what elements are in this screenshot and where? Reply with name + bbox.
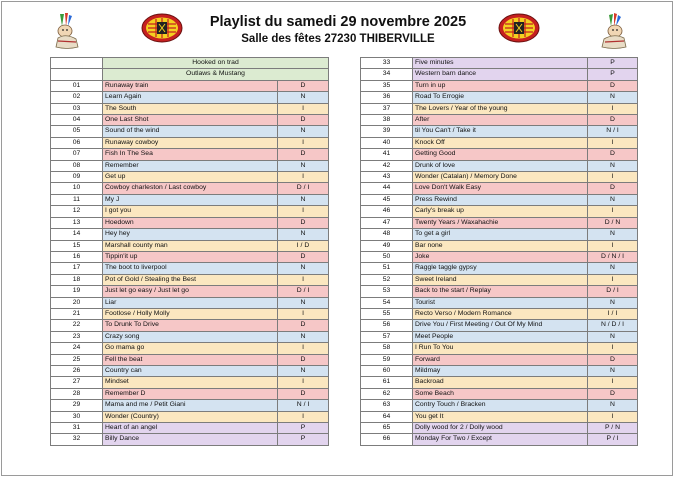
track-level: D [588, 80, 638, 91]
table-row [51, 354, 329, 365]
track-title: Raggle taggle gypsy [413, 263, 588, 274]
table-row [51, 251, 329, 262]
table-row [361, 240, 638, 251]
track-title: Road To Errogie [413, 92, 588, 103]
track-title: Marshall county man [103, 240, 278, 251]
track-number: 66 [361, 434, 413, 445]
track-number: 07 [51, 149, 103, 160]
track-level: I [588, 274, 638, 285]
track-number: 33 [361, 58, 413, 69]
track-number: 10 [51, 183, 103, 194]
track-title: Back to the start / Replay [413, 286, 588, 297]
section-header: Hooked on trad [103, 58, 329, 69]
track-title: The South [103, 103, 278, 114]
track-title: Fish In The Sea [103, 149, 278, 160]
track-number: 40 [361, 137, 413, 148]
table-row [51, 194, 329, 205]
track-title: Tippin'it up [103, 251, 278, 262]
track-level: D [278, 80, 329, 91]
track-number: 26 [51, 365, 103, 376]
track-number: 18 [51, 274, 103, 285]
track-level: N [588, 229, 638, 240]
track-title: Tourist [413, 297, 588, 308]
track-number: 35 [361, 80, 413, 91]
track-level: N [588, 263, 638, 274]
track-title: Runaway cowboy [103, 137, 278, 148]
track-number: 52 [361, 274, 413, 285]
track-level: D / I [588, 286, 638, 297]
track-level: D [278, 115, 329, 126]
track-level: I [278, 172, 329, 183]
track-title: Remember D [103, 388, 278, 399]
track-title: Drunk of love [413, 160, 588, 171]
track-number: 34 [361, 69, 413, 80]
track-title: Monday For Two / Except [413, 434, 588, 445]
track-level: N [588, 194, 638, 205]
table-row [51, 365, 329, 376]
table-header-row [51, 58, 329, 69]
track-number: 50 [361, 251, 413, 262]
track-title: Drive You / First Meeting / Out Of My Mind [413, 320, 588, 331]
playlist-table-right [360, 57, 638, 446]
track-title: I got you [103, 206, 278, 217]
table-row [51, 126, 329, 137]
track-level: N [588, 160, 638, 171]
track-title: Just let go easy / Just let go [103, 286, 278, 297]
track-level: D [588, 183, 638, 194]
table-row [51, 377, 329, 388]
track-number: 44 [361, 183, 413, 194]
track-level: I [278, 103, 329, 114]
track-title: Runaway train [103, 80, 278, 91]
section-header: Outlaws & Mustang [103, 69, 329, 80]
table-row [361, 126, 638, 137]
table-row [51, 183, 329, 194]
track-level: I / D [278, 240, 329, 251]
track-number: 42 [361, 160, 413, 171]
blank-cell [51, 58, 103, 69]
table-row [361, 423, 638, 434]
track-number: 20 [51, 297, 103, 308]
table-row [51, 103, 329, 114]
track-title: Press Rewind [413, 194, 588, 205]
club-badge-icon [497, 12, 541, 44]
track-level: N [278, 92, 329, 103]
track-level: I [588, 206, 638, 217]
table-row [361, 297, 638, 308]
track-number: 45 [361, 194, 413, 205]
track-title: Wonder (Catalan) / Memory Done [413, 172, 588, 183]
track-number: 12 [51, 206, 103, 217]
track-title: Some Beach [413, 388, 588, 399]
track-level: N [278, 194, 329, 205]
track-title: Footlose / Holly Molly [103, 308, 278, 319]
track-title: Dolly wood for 2 / Dolly wood [413, 423, 588, 434]
table-row [361, 92, 638, 103]
track-level: N [278, 331, 329, 342]
track-title: Cowboy charleston / Last cowboy [103, 183, 278, 194]
track-title: til You Can't / Take it [413, 126, 588, 137]
track-number: 37 [361, 103, 413, 114]
table-row [51, 434, 329, 445]
track-number: 62 [361, 388, 413, 399]
table-row [361, 103, 638, 114]
track-number: 23 [51, 331, 103, 342]
table-row [361, 274, 638, 285]
track-level: I [278, 377, 329, 388]
track-title: Twenty Years / Waxahachie [413, 217, 588, 228]
track-number: 46 [361, 206, 413, 217]
table-row [361, 137, 638, 148]
track-level: P / I [588, 434, 638, 445]
track-number: 25 [51, 354, 103, 365]
track-title: The Lovers / Year of the young [413, 103, 588, 114]
track-level: D [588, 115, 638, 126]
track-number: 22 [51, 320, 103, 331]
track-level: N [278, 229, 329, 240]
table-row [51, 92, 329, 103]
track-level: I / I [588, 308, 638, 319]
table-row [361, 320, 638, 331]
track-number: 03 [51, 103, 103, 114]
table-row [51, 137, 329, 148]
track-number: 15 [51, 240, 103, 251]
table-row [361, 58, 638, 69]
track-title: One Last Shot [103, 115, 278, 126]
table-row [51, 320, 329, 331]
track-title: Love Don't Walk Easy [413, 183, 588, 194]
track-level: D [588, 388, 638, 399]
track-level: I [588, 172, 638, 183]
club-badge-icon [140, 12, 184, 44]
track-level: D / I [278, 286, 329, 297]
track-title: Wonder (Country) [103, 411, 278, 422]
track-title: Five minutes [413, 58, 588, 69]
track-level: P [588, 58, 638, 69]
track-level: P [588, 69, 638, 80]
track-number: 39 [361, 126, 413, 137]
track-number: 31 [51, 423, 103, 434]
track-number: 55 [361, 308, 413, 319]
table-row [361, 365, 638, 376]
track-title: Sweet Ireland [413, 274, 588, 285]
table-row [361, 308, 638, 319]
track-title: I Run To You [413, 343, 588, 354]
table-row [361, 354, 638, 365]
table-row [51, 274, 329, 285]
track-title: Fell the beat [103, 354, 278, 365]
track-title: Mildmay [413, 365, 588, 376]
track-title: Learn Again [103, 92, 278, 103]
table-row [51, 297, 329, 308]
track-level: I [588, 137, 638, 148]
table-row [361, 251, 638, 262]
table-row [51, 217, 329, 228]
track-title: Get up [103, 172, 278, 183]
track-number: 29 [51, 400, 103, 411]
track-title: Bar none [413, 240, 588, 251]
table-row [51, 400, 329, 411]
track-number: 53 [361, 286, 413, 297]
track-level: D [278, 388, 329, 399]
track-number: 28 [51, 388, 103, 399]
track-number: 48 [361, 229, 413, 240]
table-row [361, 115, 638, 126]
track-number: 05 [51, 126, 103, 137]
track-title: Joke [413, 251, 588, 262]
track-number: 30 [51, 411, 103, 422]
table-row [361, 206, 638, 217]
track-title: To get a girl [413, 229, 588, 240]
track-level: I [278, 343, 329, 354]
track-level: D [278, 217, 329, 228]
table-row [51, 206, 329, 217]
track-level: P [278, 423, 329, 434]
track-number: 14 [51, 229, 103, 240]
track-level: I [588, 411, 638, 422]
track-level: D / N / I [588, 251, 638, 262]
track-level: N / I [588, 126, 638, 137]
track-title: Billy Dance [103, 434, 278, 445]
table-row [361, 149, 638, 160]
table-row [51, 115, 329, 126]
track-number: 21 [51, 308, 103, 319]
track-number: 59 [361, 354, 413, 365]
track-number: 63 [361, 400, 413, 411]
track-title: Backroad [413, 377, 588, 388]
track-level: N [588, 331, 638, 342]
table-row [51, 423, 329, 434]
track-number: 51 [361, 263, 413, 274]
table-row [51, 388, 329, 399]
track-title: To Drunk To Drive [103, 320, 278, 331]
track-level: P [278, 434, 329, 445]
track-level: I [588, 377, 638, 388]
track-number: 61 [361, 377, 413, 388]
table-row [361, 434, 638, 445]
track-number: 11 [51, 194, 103, 205]
track-number: 57 [361, 331, 413, 342]
track-level: I [278, 308, 329, 319]
table-row [361, 183, 638, 194]
track-title: Forward [413, 354, 588, 365]
track-number: 19 [51, 286, 103, 297]
track-number: 43 [361, 172, 413, 183]
table-row [361, 388, 638, 399]
blank-cell [51, 69, 103, 80]
track-title: You get It [413, 411, 588, 422]
track-number: 38 [361, 115, 413, 126]
track-title: Go mama go [103, 343, 278, 354]
track-title: Mindset [103, 377, 278, 388]
track-level: P / N [588, 423, 638, 434]
track-level: D [278, 251, 329, 262]
track-number: 09 [51, 172, 103, 183]
track-level: N [278, 297, 329, 308]
track-level: N [588, 297, 638, 308]
track-level: I [278, 274, 329, 285]
feathered-character-icon [599, 12, 629, 50]
track-title: Getting Good [413, 149, 588, 160]
track-number: 41 [361, 149, 413, 160]
track-level: N [588, 365, 638, 376]
track-number: 54 [361, 297, 413, 308]
track-title: Western barn dance [413, 69, 588, 80]
track-title: Turn in up [413, 80, 588, 91]
track-title: After [413, 115, 588, 126]
table-row [51, 263, 329, 274]
track-number: 36 [361, 92, 413, 103]
track-level: D / N [588, 217, 638, 228]
track-level: I [278, 137, 329, 148]
table-row [361, 286, 638, 297]
track-number: 06 [51, 137, 103, 148]
page-title: Playlist du samedi 29 novembre 2025 [209, 14, 467, 30]
track-title: Liar [103, 297, 278, 308]
track-level: N [588, 400, 638, 411]
track-title: Hoedown [103, 217, 278, 228]
track-level: D [278, 354, 329, 365]
feathered-character-icon [52, 12, 82, 50]
table-row [361, 194, 638, 205]
track-level: N / I [278, 400, 329, 411]
track-level: D [278, 320, 329, 331]
track-number: 01 [51, 80, 103, 91]
track-level: N [278, 126, 329, 137]
track-number: 02 [51, 92, 103, 103]
table-row [361, 377, 638, 388]
track-number: 60 [361, 365, 413, 376]
track-title: Sound of the wind [103, 126, 278, 137]
track-number: 32 [51, 434, 103, 445]
track-number: 58 [361, 343, 413, 354]
track-level: I [588, 103, 638, 114]
track-title: Meet People [413, 331, 588, 342]
track-level: I [588, 343, 638, 354]
track-number: 27 [51, 377, 103, 388]
table-row [361, 411, 638, 422]
track-title: Recto Verso / Modern Romance [413, 308, 588, 319]
table-row [51, 229, 329, 240]
track-number: 13 [51, 217, 103, 228]
track-title: Mama and me / Petit Giani [103, 400, 278, 411]
table-row [51, 80, 329, 91]
table-row [51, 160, 329, 171]
table-row [361, 217, 638, 228]
track-title: Country can [103, 365, 278, 376]
track-number: 04 [51, 115, 103, 126]
track-level: N [588, 92, 638, 103]
table-row [51, 411, 329, 422]
table-row [51, 331, 329, 342]
table-row [51, 240, 329, 251]
table-row [361, 400, 638, 411]
track-number: 47 [361, 217, 413, 228]
track-title: Knock Off [413, 137, 588, 148]
track-level: N [278, 365, 329, 376]
table-row [51, 308, 329, 319]
track-level: I [588, 240, 638, 251]
track-number: 49 [361, 240, 413, 251]
table-row [361, 263, 638, 274]
track-title: The boot to liverpool [103, 263, 278, 274]
table-row [361, 80, 638, 91]
track-number: 65 [361, 423, 413, 434]
track-level: N [278, 160, 329, 171]
track-level: N [278, 263, 329, 274]
table-row [361, 172, 638, 183]
track-level: D [588, 354, 638, 365]
track-title: Hey hey [103, 229, 278, 240]
table-row [51, 286, 329, 297]
table-header-row [51, 69, 329, 80]
track-level: D / I [278, 183, 329, 194]
table-row [361, 343, 638, 354]
page-subtitle: Salle des fêtes 27230 THIBERVILLE [241, 33, 435, 45]
track-title: Contry Touch / Bracken [413, 400, 588, 411]
table-row [51, 172, 329, 183]
track-title: Carly's break up [413, 206, 588, 217]
track-number: 56 [361, 320, 413, 331]
table-row [361, 331, 638, 342]
track-level: D [588, 149, 638, 160]
playlist-table-left [50, 57, 329, 446]
table-row [51, 343, 329, 354]
track-level: D [278, 149, 329, 160]
track-title: Heart of an angel [103, 423, 278, 434]
track-level: N / D / I [588, 320, 638, 331]
track-number: 16 [51, 251, 103, 262]
track-number: 64 [361, 411, 413, 422]
track-title: Remember [103, 160, 278, 171]
table-row [51, 149, 329, 160]
track-level: I [278, 206, 329, 217]
track-level: I [278, 411, 329, 422]
track-title: Crazy song [103, 331, 278, 342]
track-title: My J [103, 194, 278, 205]
track-title: Pot of Gold / Stealing the Best [103, 274, 278, 285]
table-row [361, 160, 638, 171]
table-row [361, 229, 638, 240]
track-number: 08 [51, 160, 103, 171]
table-row [361, 69, 638, 80]
track-number: 17 [51, 263, 103, 274]
track-number: 24 [51, 343, 103, 354]
